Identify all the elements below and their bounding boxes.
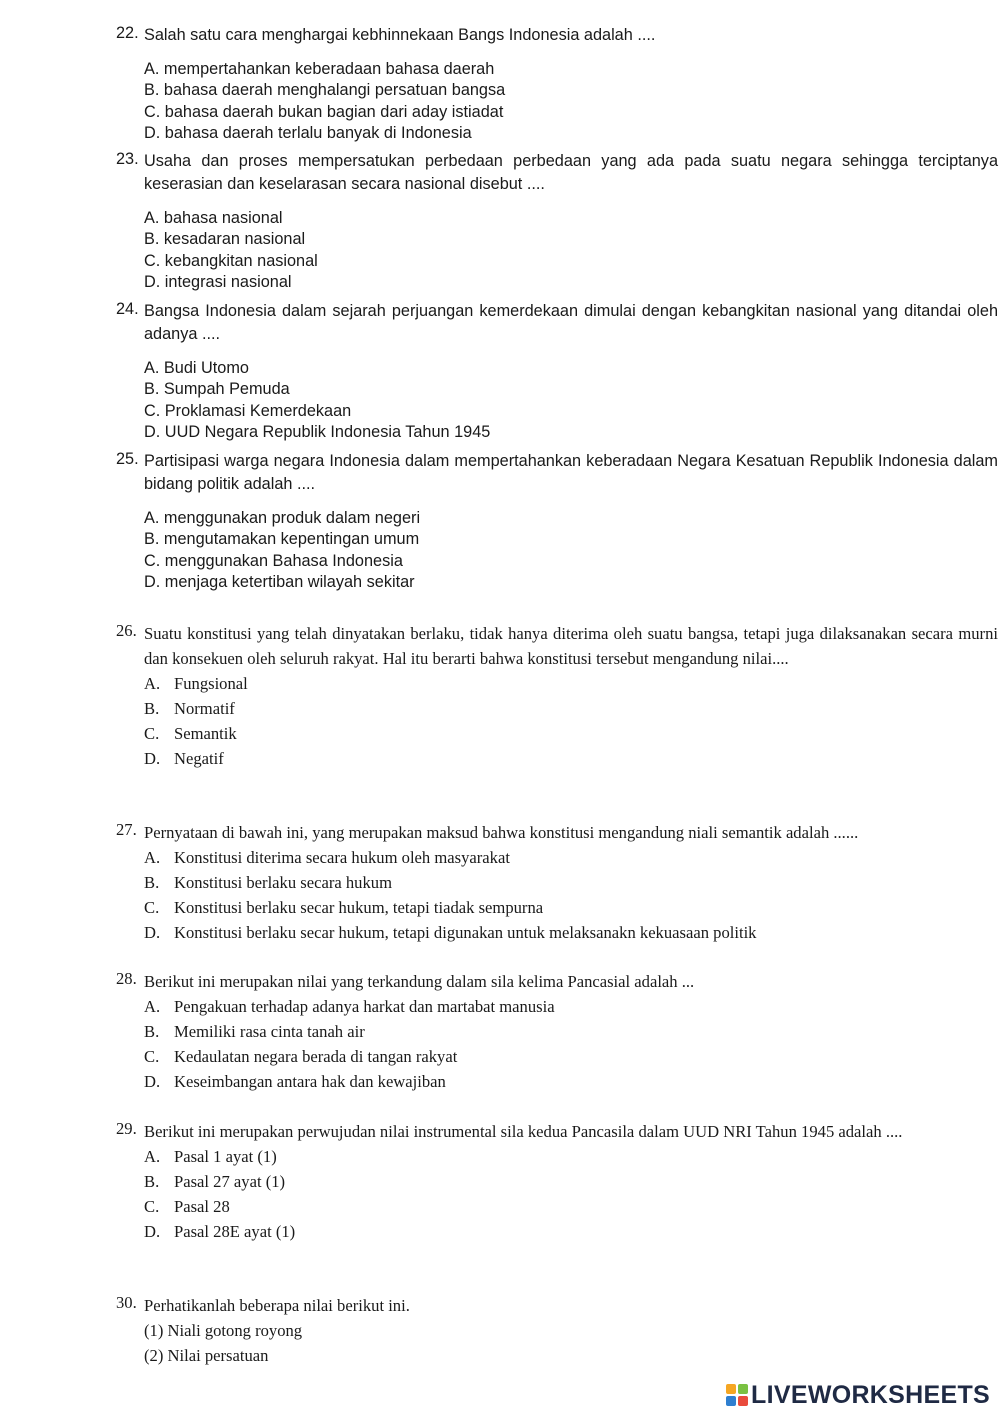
option-letter: B. bbox=[144, 699, 160, 718]
question-text: Pernyataan di bawah ini, yang merupakan maksud bahwa konstitusi mengandung niali semantik adalah ...... bbox=[144, 823, 859, 842]
option-text: Memiliki rasa cinta tanah air bbox=[174, 1022, 365, 1041]
option-letter: D. bbox=[144, 1072, 161, 1091]
option-letter: A. bbox=[144, 1147, 161, 1166]
option-d: D. UUD Negara Republik Indonesia Tahun 1945 bbox=[144, 422, 491, 441]
option-d: D. menjaga ketertiban wilayah sekitar bbox=[144, 572, 415, 591]
list-item: (2) Nilai persatuan bbox=[144, 1346, 269, 1365]
option-text: Konstitusi berlaku secar hukum, tetapi digunakan untuk melaksanakn kekuasaan politik bbox=[174, 923, 757, 942]
option-c bbox=[144, 895, 998, 920]
question-text: Suatu konstitusi yang telah dinyatakan berlaku, tidak hanya diterima oleh suatu bangsa, tetapi juga dilaksanakan secara murni dan konsekuen oleh seluruh rakyat. Hal itu berarti bahwa konstitusi tersebut mengandung nilai.... bbox=[144, 624, 998, 668]
option-list bbox=[144, 59, 998, 144]
question-28 bbox=[116, 969, 998, 1094]
option-a: A. bahasa nasional bbox=[144, 209, 283, 227]
question-24 bbox=[116, 300, 998, 443]
option-a: A. menggunakan produk dalam negeri bbox=[144, 509, 421, 527]
option-letter: C. bbox=[144, 1197, 160, 1216]
option-list bbox=[144, 1144, 998, 1244]
option-text: Kedaulatan negara berada di tangan rakyat bbox=[174, 1047, 458, 1066]
liveworksheets-branding bbox=[726, 1378, 990, 1412]
question-text: Berikut ini merupakan perwujudan nilai instrumental sila kedua Pancasila dalam UUD NRI Tahun 1945 adalah .... bbox=[144, 1122, 903, 1141]
option-text: Konstitusi berlaku secara hukum bbox=[174, 873, 392, 892]
option-text: Negatif bbox=[174, 749, 224, 768]
option-c bbox=[144, 1044, 998, 1069]
question-number: 29. bbox=[116, 1119, 137, 1138]
option-list bbox=[144, 508, 998, 593]
item-list bbox=[144, 1318, 998, 1368]
question-text: Usaha dan proses mempersatukan perbedaan perbedaan yang ada pada suatu negara sehingga terciptanya keserasian dan keselarasan secara nasional disebut .... bbox=[144, 152, 998, 193]
option-text: Pasal 27 ayat (1) bbox=[174, 1172, 286, 1191]
option-list bbox=[144, 845, 998, 945]
option-b: B. Sumpah Pemuda bbox=[144, 380, 290, 399]
question-22 bbox=[116, 24, 998, 144]
option-text: Konstitusi berlaku secar hukum, tetapi tiadak sempurna bbox=[174, 898, 544, 917]
question-29 bbox=[116, 1119, 998, 1244]
option-b: B. mengutamakan kepentingan umum bbox=[144, 530, 420, 549]
option-c bbox=[144, 1194, 998, 1219]
option-a: A. Budi Utomo bbox=[144, 359, 249, 377]
option-letter: C. bbox=[144, 898, 160, 917]
question-26 bbox=[116, 621, 998, 771]
question-text: Bangsa Indonesia dalam sejarah perjuangan kemerdekaan dimulai dengan kebangkitan nasional yang ditandai oleh adanya .... bbox=[144, 302, 998, 343]
question-text: Partisipasi warga negara Indonesia dalam mempertahankan keberadaan Negara Kesatuan Republik Indonesia dalam bidang politik adalah .... bbox=[144, 452, 998, 493]
option-a bbox=[144, 1144, 998, 1169]
option-list bbox=[144, 671, 998, 771]
option-letter: B. bbox=[144, 1172, 160, 1191]
option-c bbox=[144, 721, 998, 746]
option-a: A. mempertahankan keberadaan bahasa daerah bbox=[144, 60, 495, 78]
question-25 bbox=[116, 450, 998, 593]
option-text: Pasal 1 ayat (1) bbox=[174, 1147, 277, 1166]
question-stem bbox=[116, 621, 998, 671]
option-d bbox=[144, 1069, 998, 1094]
option-d: D. integrasi nasional bbox=[144, 272, 292, 291]
question-stem bbox=[116, 450, 998, 496]
question-number: 23. bbox=[116, 150, 139, 168]
option-b bbox=[144, 1019, 998, 1044]
option-text: Normatif bbox=[174, 699, 235, 718]
question-number: 28. bbox=[116, 969, 137, 988]
option-letter: D. bbox=[144, 1222, 161, 1241]
option-b bbox=[144, 870, 998, 895]
question-27 bbox=[116, 820, 998, 945]
option-letter: D. bbox=[144, 923, 161, 942]
list-item: (1) Niali gotong royong bbox=[144, 1321, 303, 1340]
option-list bbox=[144, 208, 998, 293]
logo-tile bbox=[726, 1384, 736, 1394]
question-stem bbox=[116, 969, 998, 994]
option-b bbox=[144, 696, 998, 721]
logo-tile bbox=[738, 1384, 748, 1394]
logo-tile bbox=[738, 1396, 748, 1406]
option-c: C. kebangkitan nasional bbox=[144, 251, 318, 270]
question-number: 27. bbox=[116, 820, 137, 839]
option-letter: D. bbox=[144, 749, 161, 768]
option-d: D. bahasa daerah terlalu banyak di Indonesia bbox=[144, 123, 472, 142]
option-a bbox=[144, 994, 998, 1019]
question-number: 24. bbox=[116, 300, 139, 318]
option-a bbox=[144, 671, 998, 696]
option-b: B. bahasa daerah menghalangi persatuan bangsa bbox=[144, 81, 506, 100]
question-text: Perhatikanlah beberapa nilai berikut ini. bbox=[144, 1296, 410, 1315]
option-b bbox=[144, 1169, 998, 1194]
option-text: Semantik bbox=[174, 724, 237, 743]
option-b: B. kesadaran nasional bbox=[144, 230, 306, 249]
option-d bbox=[144, 746, 998, 771]
option-list bbox=[144, 994, 998, 1094]
question-number: 30. bbox=[116, 1293, 137, 1312]
option-c: C. Proklamasi Kemerdekaan bbox=[144, 401, 352, 420]
question-number: 22. bbox=[116, 24, 139, 42]
option-a bbox=[144, 845, 998, 870]
option-letter: B. bbox=[144, 873, 160, 892]
option-text: Pasal 28E ayat (1) bbox=[174, 1222, 296, 1241]
option-letter: B. bbox=[144, 1022, 160, 1041]
option-d bbox=[144, 1219, 998, 1244]
brand-name: LIVEWORKSHEETS bbox=[751, 1380, 990, 1409]
option-c: C. menggunakan Bahasa Indonesia bbox=[144, 551, 403, 570]
option-text: Konstitusi diterima secara hukum oleh masyarakat bbox=[174, 848, 510, 867]
option-text: Keseimbangan antara hak dan kewajiban bbox=[174, 1072, 446, 1091]
question-stem bbox=[116, 820, 998, 845]
liveworksheets-logo-icon bbox=[726, 1384, 748, 1406]
question-stem bbox=[116, 1293, 998, 1318]
question-30 bbox=[116, 1293, 998, 1368]
option-d bbox=[144, 920, 998, 945]
question-stem bbox=[116, 300, 998, 346]
question-number: 26. bbox=[116, 621, 137, 640]
question-number: 25. bbox=[116, 450, 139, 468]
option-letter: A. bbox=[144, 674, 161, 693]
option-text: Pasal 28 bbox=[174, 1197, 230, 1216]
option-letter: C. bbox=[144, 1047, 160, 1066]
question-text: Berikut ini merupakan nilai yang terkandung dalam sila kelima Pancasial adalah ... bbox=[144, 972, 695, 991]
question-stem bbox=[116, 150, 998, 196]
option-list bbox=[144, 358, 998, 443]
option-letter: A. bbox=[144, 997, 161, 1016]
option-text: Fungsional bbox=[174, 674, 248, 693]
question-stem bbox=[116, 1119, 998, 1144]
option-c: C. bahasa daerah bukan bagian dari aday istiadat bbox=[144, 102, 504, 121]
option-letter: C. bbox=[144, 724, 160, 743]
question-stem bbox=[116, 24, 998, 47]
option-text: Pengakuan terhadap adanya harkat dan martabat manusia bbox=[174, 997, 555, 1016]
question-23 bbox=[116, 150, 998, 293]
logo-tile bbox=[726, 1396, 736, 1406]
option-letter: A. bbox=[144, 848, 161, 867]
question-text: Salah satu cara menghargai kebhinnekaan Bangs Indonesia adalah .... bbox=[144, 26, 656, 44]
